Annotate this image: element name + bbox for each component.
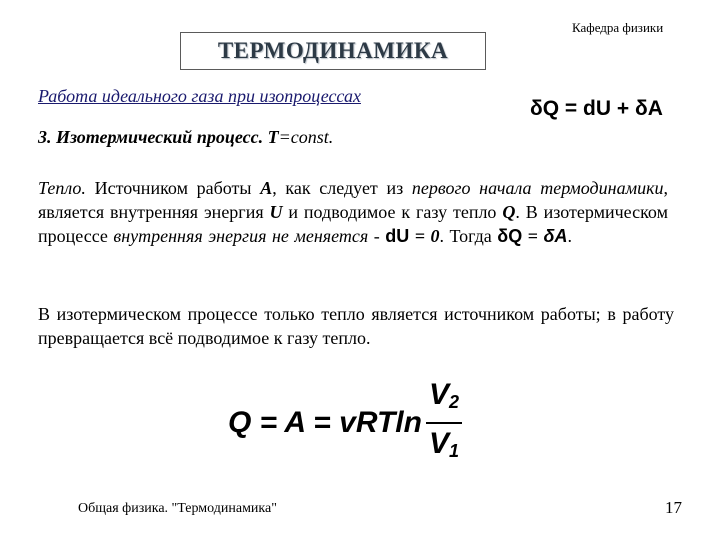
text: и подводимое к газу тепло: [282, 202, 503, 222]
section-t: T: [267, 127, 279, 147]
footer-text: Общая физика. "Термодинамика": [78, 501, 277, 516]
page-title: ТЕРМОДИНАМИКА: [217, 38, 449, 63]
fraction-numerator: [427, 377, 461, 420]
v2-sub: 2: [448, 392, 459, 412]
work-formula: [228, 378, 462, 468]
term-internal-energy: внутренняя энергия не меняется: [113, 226, 369, 246]
text: , как следует из: [272, 178, 412, 198]
text: -: [368, 226, 386, 246]
symbol-a: А: [260, 178, 273, 198]
text: Источником работы: [85, 178, 261, 198]
formula-lhs: Q = A = vRTln: [228, 406, 422, 439]
paragraph-conclusion: В изотермическом процессе только тепло является источником работы; в работу превращается всё подводимое к газу тепло.: [38, 304, 674, 348]
symbol-du: dU: [385, 226, 410, 246]
symbol-delta-a: δA: [543, 226, 568, 246]
formula-fraction: [426, 377, 462, 469]
symbol-delta-q: δQ: [497, 226, 523, 246]
text: . Тогда: [439, 226, 498, 246]
page-number: 17: [665, 498, 682, 517]
symbol-equals: =: [522, 226, 544, 246]
paragraph-heat: [38, 176, 668, 248]
term-heat: Тепло.: [38, 178, 86, 198]
v1-sub: 1: [448, 441, 459, 461]
text: , является внутренняя энергия: [38, 178, 668, 222]
eq-plus: +: [611, 97, 635, 120]
v2-base: V: [428, 378, 449, 411]
eq-delta-a: δA: [634, 97, 663, 120]
section-heading: [38, 127, 333, 148]
eq-delta-q: δQ: [530, 97, 560, 120]
symbol-zero: = 0: [409, 226, 440, 246]
title-box: [180, 32, 486, 70]
v1-base: V: [428, 427, 449, 460]
section-cond: =const.: [278, 127, 334, 147]
symbol-u: U: [269, 202, 283, 222]
first-law-equation: [530, 97, 663, 121]
text: . В изотермическом процессе: [38, 202, 668, 246]
term-first-law: первого начала термодинамики: [411, 178, 664, 198]
section-label: 3. Изотермический процесс.: [38, 127, 264, 147]
text: .: [567, 226, 572, 246]
department-label: Кафедра физики: [572, 20, 664, 35]
eq-equals: =: [559, 97, 584, 120]
subtitle: Работа идеального газа при изопроцессах: [38, 86, 361, 106]
eq-du: dU: [583, 97, 612, 120]
fraction-denominator: [427, 426, 461, 469]
symbol-q: Q: [502, 202, 516, 222]
fraction-bar: [426, 422, 462, 424]
